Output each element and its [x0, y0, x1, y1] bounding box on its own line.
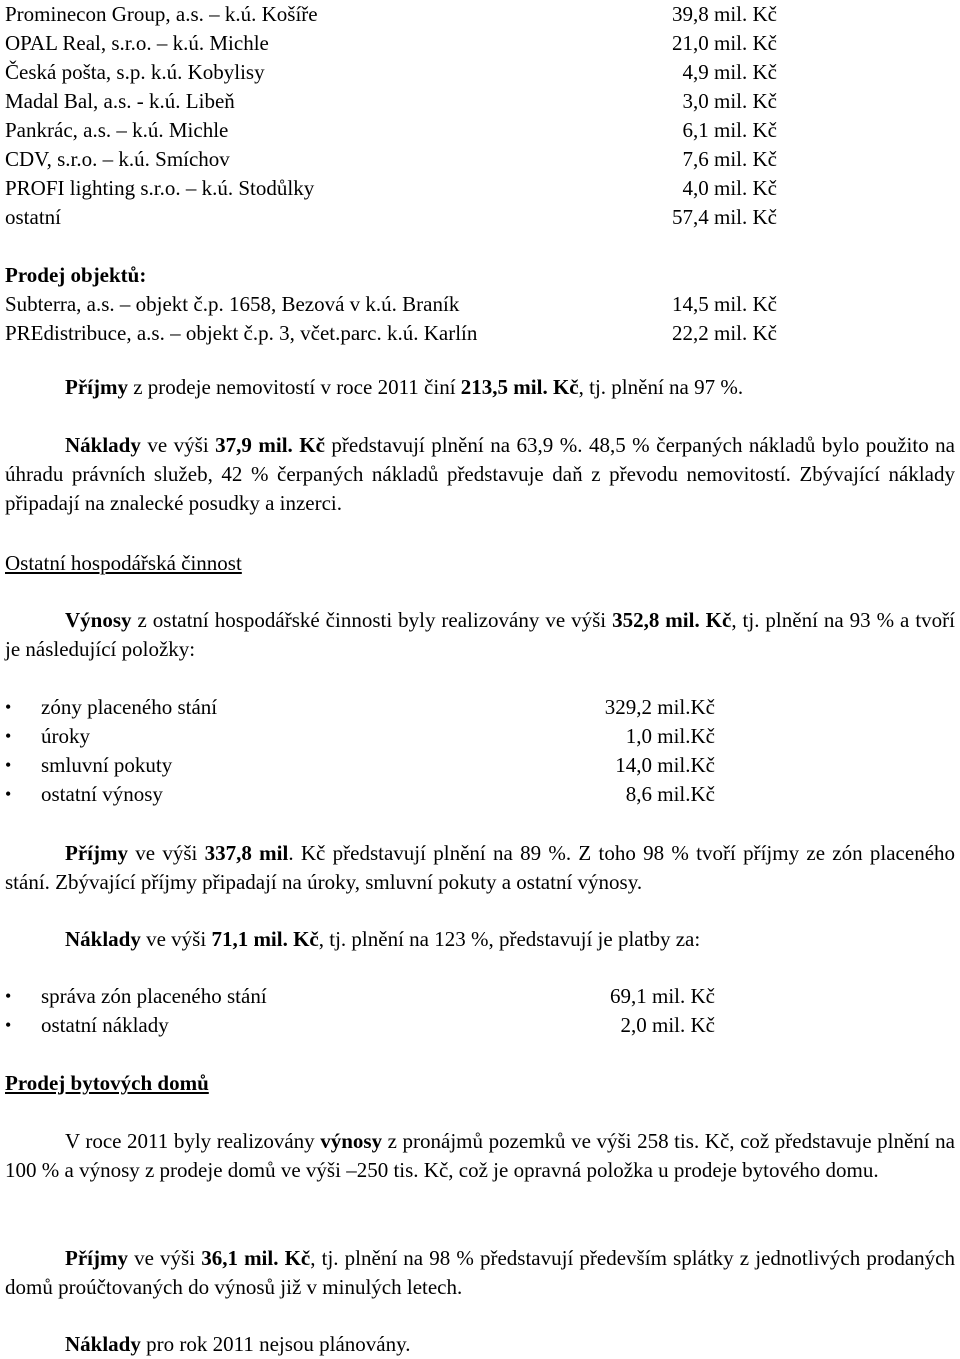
paragraph-other-revenue [5, 606, 955, 664]
text-run: V roce 2011 byly realizovány [65, 1129, 321, 1153]
rent-value: 57,4 mil. Kč [672, 205, 777, 229]
rent-row [5, 0, 955, 29]
rent-row [5, 174, 955, 203]
bullet-icon: • [5, 986, 12, 1006]
text-run: , tj. plnění na 98 % představují především splátky z jednotlivých prodaných domů proúčtovaných do výnosů již v minulých letech. [5, 1246, 955, 1299]
rent-row [5, 29, 955, 58]
sale-value: 22,2 mil. Kč [672, 321, 777, 345]
rent-label: CDV, s.r.o. – k.ú. Smíchov [5, 147, 230, 171]
text-run: ve výši [127, 1246, 202, 1270]
rent-value: 4,9 mil. Kč [682, 60, 777, 84]
revenue-list-item [5, 693, 725, 722]
rent-label: PROFI lighting s.r.o. – k.ú. Stodůlky [5, 176, 315, 200]
bold-amount: 213,5 mil. Kč [460, 375, 579, 399]
revenue-list-item [5, 780, 725, 809]
sale-value: 14,5 mil. Kč [672, 292, 777, 316]
rent-label: Pankrác, a.s. – k.ú. Michle [5, 118, 229, 142]
bullet-icon: • [5, 697, 12, 717]
text-run: z prodeje nemovitostí v roce 2011 činí [127, 375, 461, 399]
rent-value: 4,0 mil. Kč [682, 176, 777, 200]
section-heading-other-activity: Ostatní hospodářská činnost [5, 551, 242, 575]
bold-term: Náklady [65, 1332, 141, 1356]
item-label: smluvní pokuty [41, 753, 173, 777]
revenue-list-item [5, 751, 725, 780]
sale-row [5, 319, 955, 348]
rent-value: 6,1 mil. Kč [682, 118, 777, 142]
text-run: pro rok 2011 nejsou plánovány. [140, 1332, 411, 1356]
text-run: představují plnění na 63,9 %. 48,5 % čerpaných nákladů bylo použito na úhradu právních služeb, 42 % čerpaných nákladů představuje daň z převodu nemovitostí. Zbývající náklady připadají na znalecké posudky a inzerci. [5, 433, 955, 515]
bold-term: Náklady [65, 433, 141, 457]
rent-row [5, 203, 955, 232]
item-value: 8,6 mil.Kč [625, 782, 715, 806]
text-run: , tj. plnění na 123 %, představují je platby za: [318, 927, 701, 951]
text-run: , tj. plnění na 97 %. [578, 375, 744, 399]
item-value: 2,0 mil. Kč [620, 1013, 715, 1037]
paragraph-other-income [5, 839, 955, 897]
bold-term: Příjmy [65, 841, 128, 865]
rent-label: Česká pošta, s.p. k.ú. Kobylisy [5, 60, 265, 84]
item-value: 329,2 mil.Kč [604, 695, 715, 719]
rent-value: 21,0 mil. Kč [672, 31, 777, 55]
sale-heading: Prodej objektů: [5, 263, 147, 287]
rent-row [5, 145, 955, 174]
rent-value: 39,8 mil. Kč [672, 2, 777, 26]
text-run: z pronájmů pozemků ve výši 258 tis. Kč, což představuje plnění na 100 % a výnosy z prodeje domů ve výši –250 tis. Kč, což je opravná položka u prodeje bytového domu. [5, 1129, 956, 1182]
text-run: . Kč představují plnění na 89 %. Z toho 98 % tvoří příjmy ze zón placeného stání. Zbývající příjmy připadají na úroky, smluvní pokuty a ostatní výnosy. [5, 841, 956, 894]
bold-amount: 71,1 mil. Kč [211, 927, 319, 951]
cost-list-item [5, 1011, 725, 1040]
bold-term: Příjmy [65, 375, 128, 399]
text-run: , tj. plnění na 93 % a tvoří je následující položky: [5, 608, 955, 661]
rent-value: 7,6 mil. Kč [682, 147, 777, 171]
bullet-icon: • [5, 726, 12, 746]
paragraph-other-costs [65, 925, 700, 954]
cost-list-item [5, 982, 725, 1011]
rent-row [5, 116, 955, 145]
rent-row [5, 87, 955, 116]
text-run: ve výši [127, 841, 205, 865]
bold-term: Náklady [65, 927, 141, 951]
paragraph-house-costs [65, 1330, 411, 1359]
item-label: ostatní výnosy [41, 782, 163, 806]
bold-amount: 337,8 mil [204, 841, 289, 865]
bullet-icon: • [5, 784, 12, 804]
rent-value: 3,0 mil. Kč [682, 89, 777, 113]
rent-label: Madal Bal, a.s. - k.ú. Libeň [5, 89, 235, 113]
bullet-icon: • [5, 1015, 12, 1035]
text-run: ve výši [140, 433, 216, 457]
rent-label: OPAL Real, s.r.o. – k.ú. Michle [5, 31, 269, 55]
sale-label: PREdistribuce, a.s. – objekt č.p. 3, včet.parc. k.ú. Karlín [5, 321, 478, 345]
sale-row [5, 290, 955, 319]
paragraph-sale-costs [5, 431, 955, 518]
item-label: úroky [41, 724, 90, 748]
item-value: 69,1 mil. Kč [610, 984, 715, 1008]
bold-amount: 36,1 mil. Kč [201, 1246, 311, 1270]
item-value: 14,0 mil.Kč [615, 753, 715, 777]
bold-term: Výnosy [65, 608, 132, 632]
item-label: zóny placeného stání [41, 695, 218, 719]
sale-label: Subterra, a.s. – objekt č.p. 1658, Bezová v k.ú. Braník [5, 292, 460, 316]
paragraph-house-income [5, 1244, 955, 1302]
bold-term: Příjmy [65, 1246, 128, 1270]
section-heading-house-sales: Prodej bytových domů [5, 1071, 209, 1095]
item-label: správa zón placeného stání [41, 984, 267, 1008]
paragraph-house-revenue [5, 1127, 955, 1185]
text-run: ve výši [140, 927, 212, 951]
text-run: z ostatní hospodářské činnosti byly realizovány ve výši [131, 608, 613, 632]
rent-label: ostatní [5, 205, 61, 229]
bold-amount: 352,8 mil. Kč [612, 608, 732, 632]
rent-label: Prominecon Group, a.s. – k.ú. Košíře [5, 2, 318, 26]
item-value: 1,0 mil.Kč [625, 724, 715, 748]
bold-amount: 37,9 mil. Kč [215, 433, 325, 457]
item-label: ostatní náklady [41, 1013, 169, 1037]
paragraph-sale-income [65, 373, 743, 402]
bold-term: výnosy [320, 1129, 383, 1153]
revenue-list-item [5, 722, 725, 751]
bullet-icon: • [5, 755, 12, 775]
rent-row [5, 58, 955, 87]
